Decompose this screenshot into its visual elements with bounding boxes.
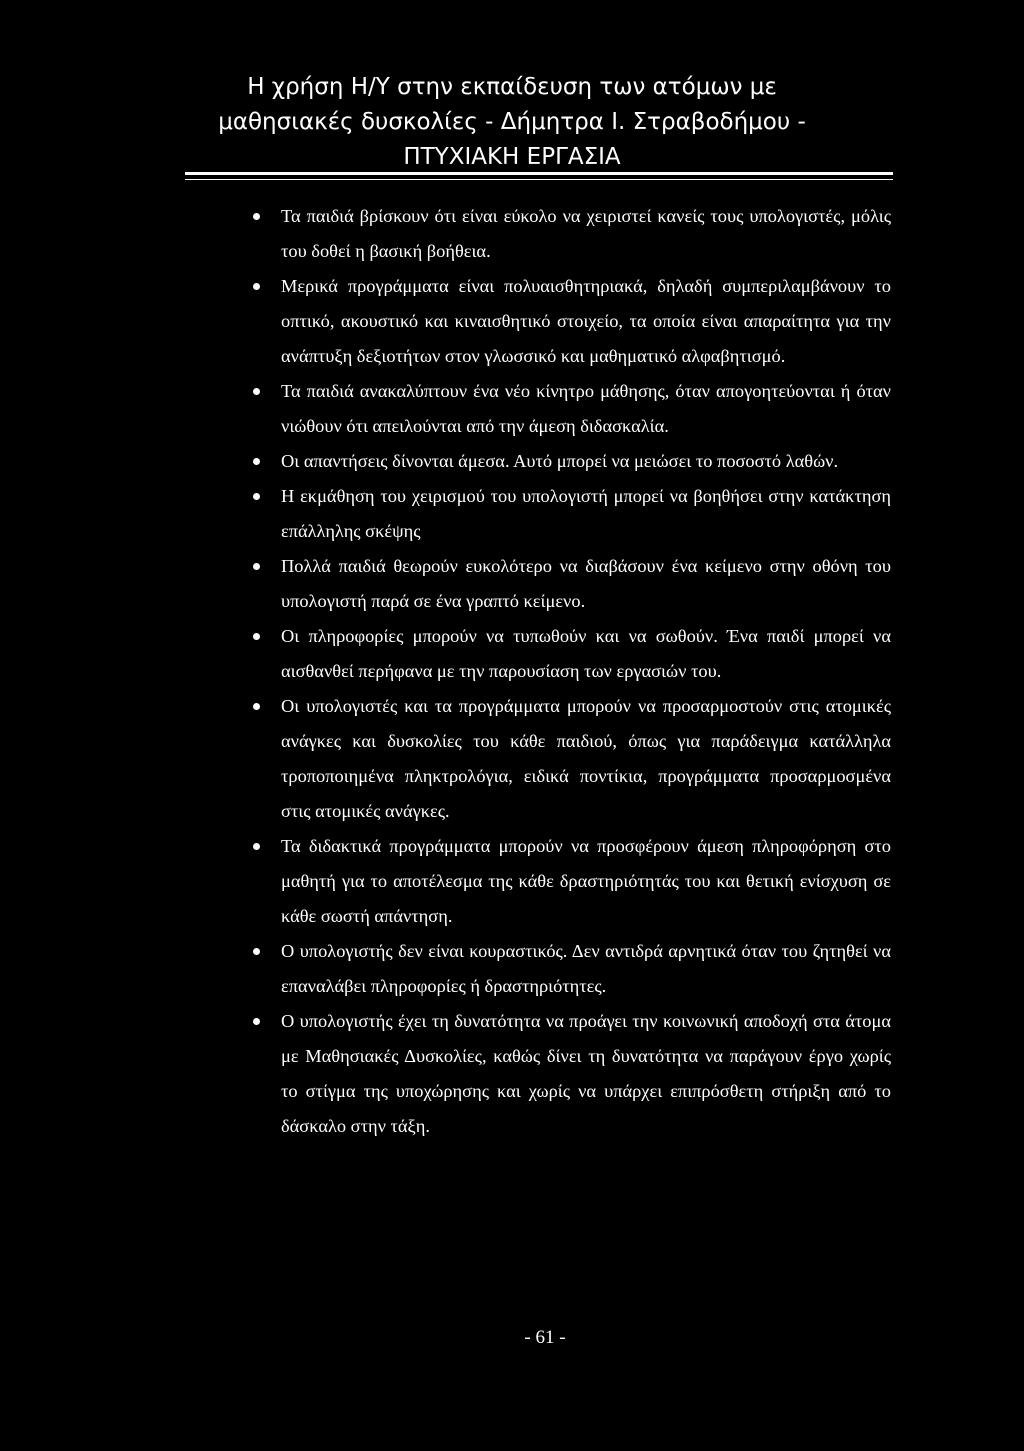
bullet-icon	[253, 493, 260, 500]
list-item	[251, 374, 891, 444]
list-item-text: Οι πληροφορίες μπορούν να τυπωθούν και να σωθούν. Ένα παιδί μπορεί να αισθανθεί περήφανα με την παρουσίαση των εργασιών του.	[281, 626, 891, 681]
page-number: - 61 -	[524, 1327, 566, 1348]
list-item	[251, 199, 891, 269]
list-item	[251, 829, 891, 934]
bullet-list	[251, 199, 891, 1144]
list-item-text: Τα παιδιά ανακαλύπτουν ένα νέο κίνητρο μάθησης, όταν απογοητεύονται ή όταν νιώθουν ότι απειλούνται από την άμεση διδασκαλία.	[281, 381, 891, 436]
bullet-icon	[253, 703, 260, 710]
bullet-icon	[253, 843, 260, 850]
list-item-text: Η εκμάθηση του χειρισμού του υπολογιστή μπορεί να βοηθήσει στην κατάκτηση επάλληλης σκέψης	[281, 486, 891, 541]
list-item	[251, 269, 891, 374]
header-divider	[185, 172, 893, 180]
header-title-line-2: μαθησιακές δυσκολίες - Δήμητρα Ι. Στραβοδήμου -	[218, 109, 806, 135]
bullet-icon	[253, 1018, 260, 1025]
bullet-icon	[253, 388, 260, 395]
bullet-icon	[253, 633, 260, 640]
bullet-icon	[253, 213, 260, 220]
list-item	[251, 1004, 891, 1144]
header-title-line-3: ΠΤΥΧΙΑΚΗ ΕΡΓΑΣΙΑ	[403, 144, 621, 170]
list-item	[251, 479, 891, 549]
list-item	[251, 549, 891, 619]
list-item-text: Πολλά παιδιά θεωρούν ευκολότερο να διαβάσουν ένα κείμενο στην οθόνη του υπολογιστή παρά σε ένα γραπτό κείμενο.	[281, 556, 891, 611]
list-item-text: Τα διδακτικά προγράμματα μπορούν να προσφέρουν άμεση πληροφόρηση στο μαθητή για το αποτέλεσμα της κάθε δραστηριότητάς του και θετική ενίσχυση σε κάθε σωστή απάντηση.	[281, 836, 891, 926]
list-item-text: Οι υπολογιστές και τα προγράμματα μπορούν να προσαρμοστούν στις ατομικές ανάγκες και δυσκολίες του κάθε παιδιού, όπως για παράδειγμα κατάλληλα τροποποιημένα πληκτρολόγια, ειδικά ποντίκια, προγράμματα προσαρμοσμένα στις ατομικές ανάγκες.	[281, 696, 891, 821]
list-item-text: Μερικά προγράμματα είναι πολυαισθητηριακά, δηλαδή συμπεριλαμβάνουν το οπτικό, ακουστικό και κιναισθητικό στοιχείο, τα οποία είναι απαραίτητα για την ανάπτυξη δεξιοτήτων στον γλωσσικό και μαθηματικό αλφαβητισμό.	[281, 276, 891, 366]
list-item-text: Ο υπολογιστής έχει τη δυνατότητα να προάγει την κοινωνική αποδοχή στα άτομα με Μαθησιακές Δυσκολίες, καθώς δίνει τη δυνατότητα να παράγουν έργο χωρίς το στίγμα της υποχώρησης και χωρίς να υπάρχει επιπρόσθετη στήριξη από το δάσκαλο στην τάξη.	[281, 1011, 891, 1136]
bullet-icon	[253, 458, 260, 465]
list-item	[251, 619, 891, 689]
list-item-text: Ο υπολογιστής δεν είναι κουραστικός. Δεν αντιδρά αρνητικά όταν του ζητηθεί να επαναλάβει πληροφορίες ή δραστηριότητες.	[281, 941, 891, 996]
list-item-text: Τα παιδιά βρίσκουν ότι είναι εύκολο να χειριστεί κανείς τους υπολογιστές, μόλις του δοθεί η βασική βοήθεια.	[281, 206, 891, 261]
bullet-icon	[253, 283, 260, 290]
bullet-icon	[253, 948, 260, 955]
page-header	[0, 70, 1024, 175]
bullet-icon	[253, 563, 260, 570]
header-title-line-1: Η χρήση Η/Υ στην εκπαίδευση των ατόμων με	[247, 74, 777, 100]
list-item	[251, 934, 891, 1004]
list-item-text: Οι απαντήσεις δίνονται άμεσα. Αυτό μπορεί να μειώσει το ποσοστό λαθών.	[281, 451, 839, 471]
list-item	[251, 444, 891, 479]
list-item	[251, 689, 891, 829]
